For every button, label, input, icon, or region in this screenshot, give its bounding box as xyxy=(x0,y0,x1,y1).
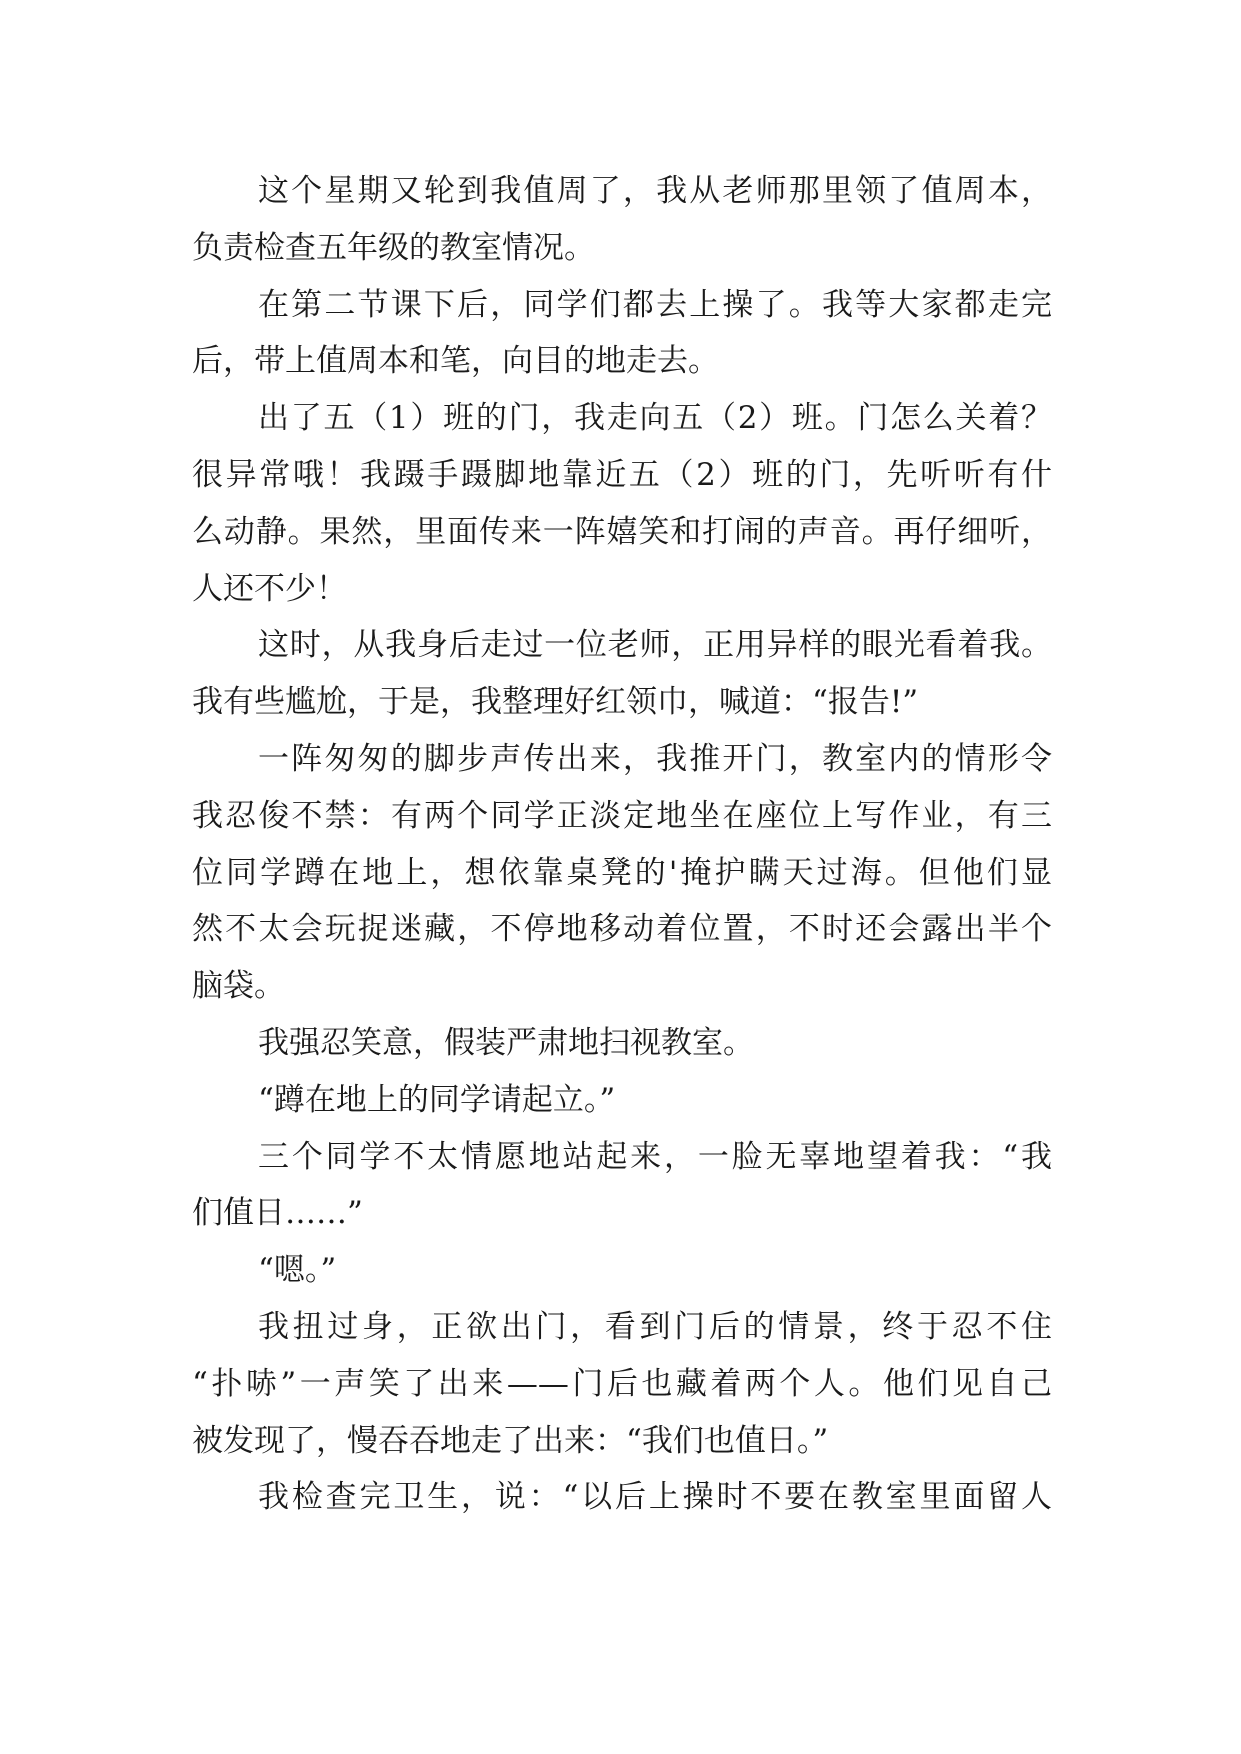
text-line: 么动静。果然，里面传来一阵嬉笑和打闹的声音。再仔细听， xyxy=(192,513,1052,550)
text-line: 一阵匆匆的脚步声传出来，我推开门，教室内的情形令 xyxy=(258,740,1052,777)
text-line: 我检查完卫生，说：“以后上操时不要在教室里面留人 xyxy=(258,1479,1052,1516)
text-line: 三个同学不太情愿地站起来，一脸无辜地望着我：“我 xyxy=(258,1138,1052,1175)
text-line: 负责检查五年级的教室情况。 xyxy=(192,229,595,266)
text-line: 们值日……” xyxy=(192,1195,363,1232)
text-line: 很异常哦！我蹑手蹑脚地靠近五（2）班的门，先听听有什 xyxy=(192,456,1052,493)
text-line: “嗯。” xyxy=(258,1252,337,1289)
text-line: 我扭过身，正欲出门，看到门后的情景，终于忍不住 xyxy=(258,1308,1052,1345)
story-text xyxy=(192,163,1052,1526)
text-line: 然不太会玩捉迷藏，不停地移动着位置，不时还会露出半个 xyxy=(192,911,1052,948)
text-line: 脑袋。 xyxy=(192,968,285,1005)
text-line: 在第二节课下后，同学们都去上操了。我等大家都走完 xyxy=(258,286,1052,323)
text-line: 这个星期又轮到我值周了，我从老师那里领了值周本， xyxy=(258,173,1052,209)
text-line: 我有些尴尬，于是，我整理好红领巾，喊道：“报告!” xyxy=(192,684,919,721)
text-line: “蹲在地上的同学请起立。” xyxy=(258,1081,616,1118)
text-line: 我强忍笑意，假装严肃地扫视教室。 xyxy=(258,1024,754,1061)
text-line: 后，带上值周本和笔，向目的地走去。 xyxy=(192,343,719,380)
text-line: 人还不少！ xyxy=(192,570,347,607)
text-line: 位同学蹲在地上，想依靠桌凳的'掩护瞒天过海。但他们显 xyxy=(192,854,1052,891)
text-line: 出了五（1）班的门，我走向五（2）班。门怎么关着？ xyxy=(258,400,1052,437)
text-line: “扑哧”一声笑了出来——门后也藏着两个人。他们见自己 xyxy=(192,1365,1052,1402)
text-line: 这时，从我身后走过一位老师，正用异样的眼光看着我。 xyxy=(258,627,1052,664)
text-line: 我忍俊不禁：有两个同学正淡定地坐在座位上写作业，有三 xyxy=(192,797,1052,834)
text-line: 被发现了，慢吞吞地走了出来：“我们也值日。” xyxy=(192,1422,829,1459)
